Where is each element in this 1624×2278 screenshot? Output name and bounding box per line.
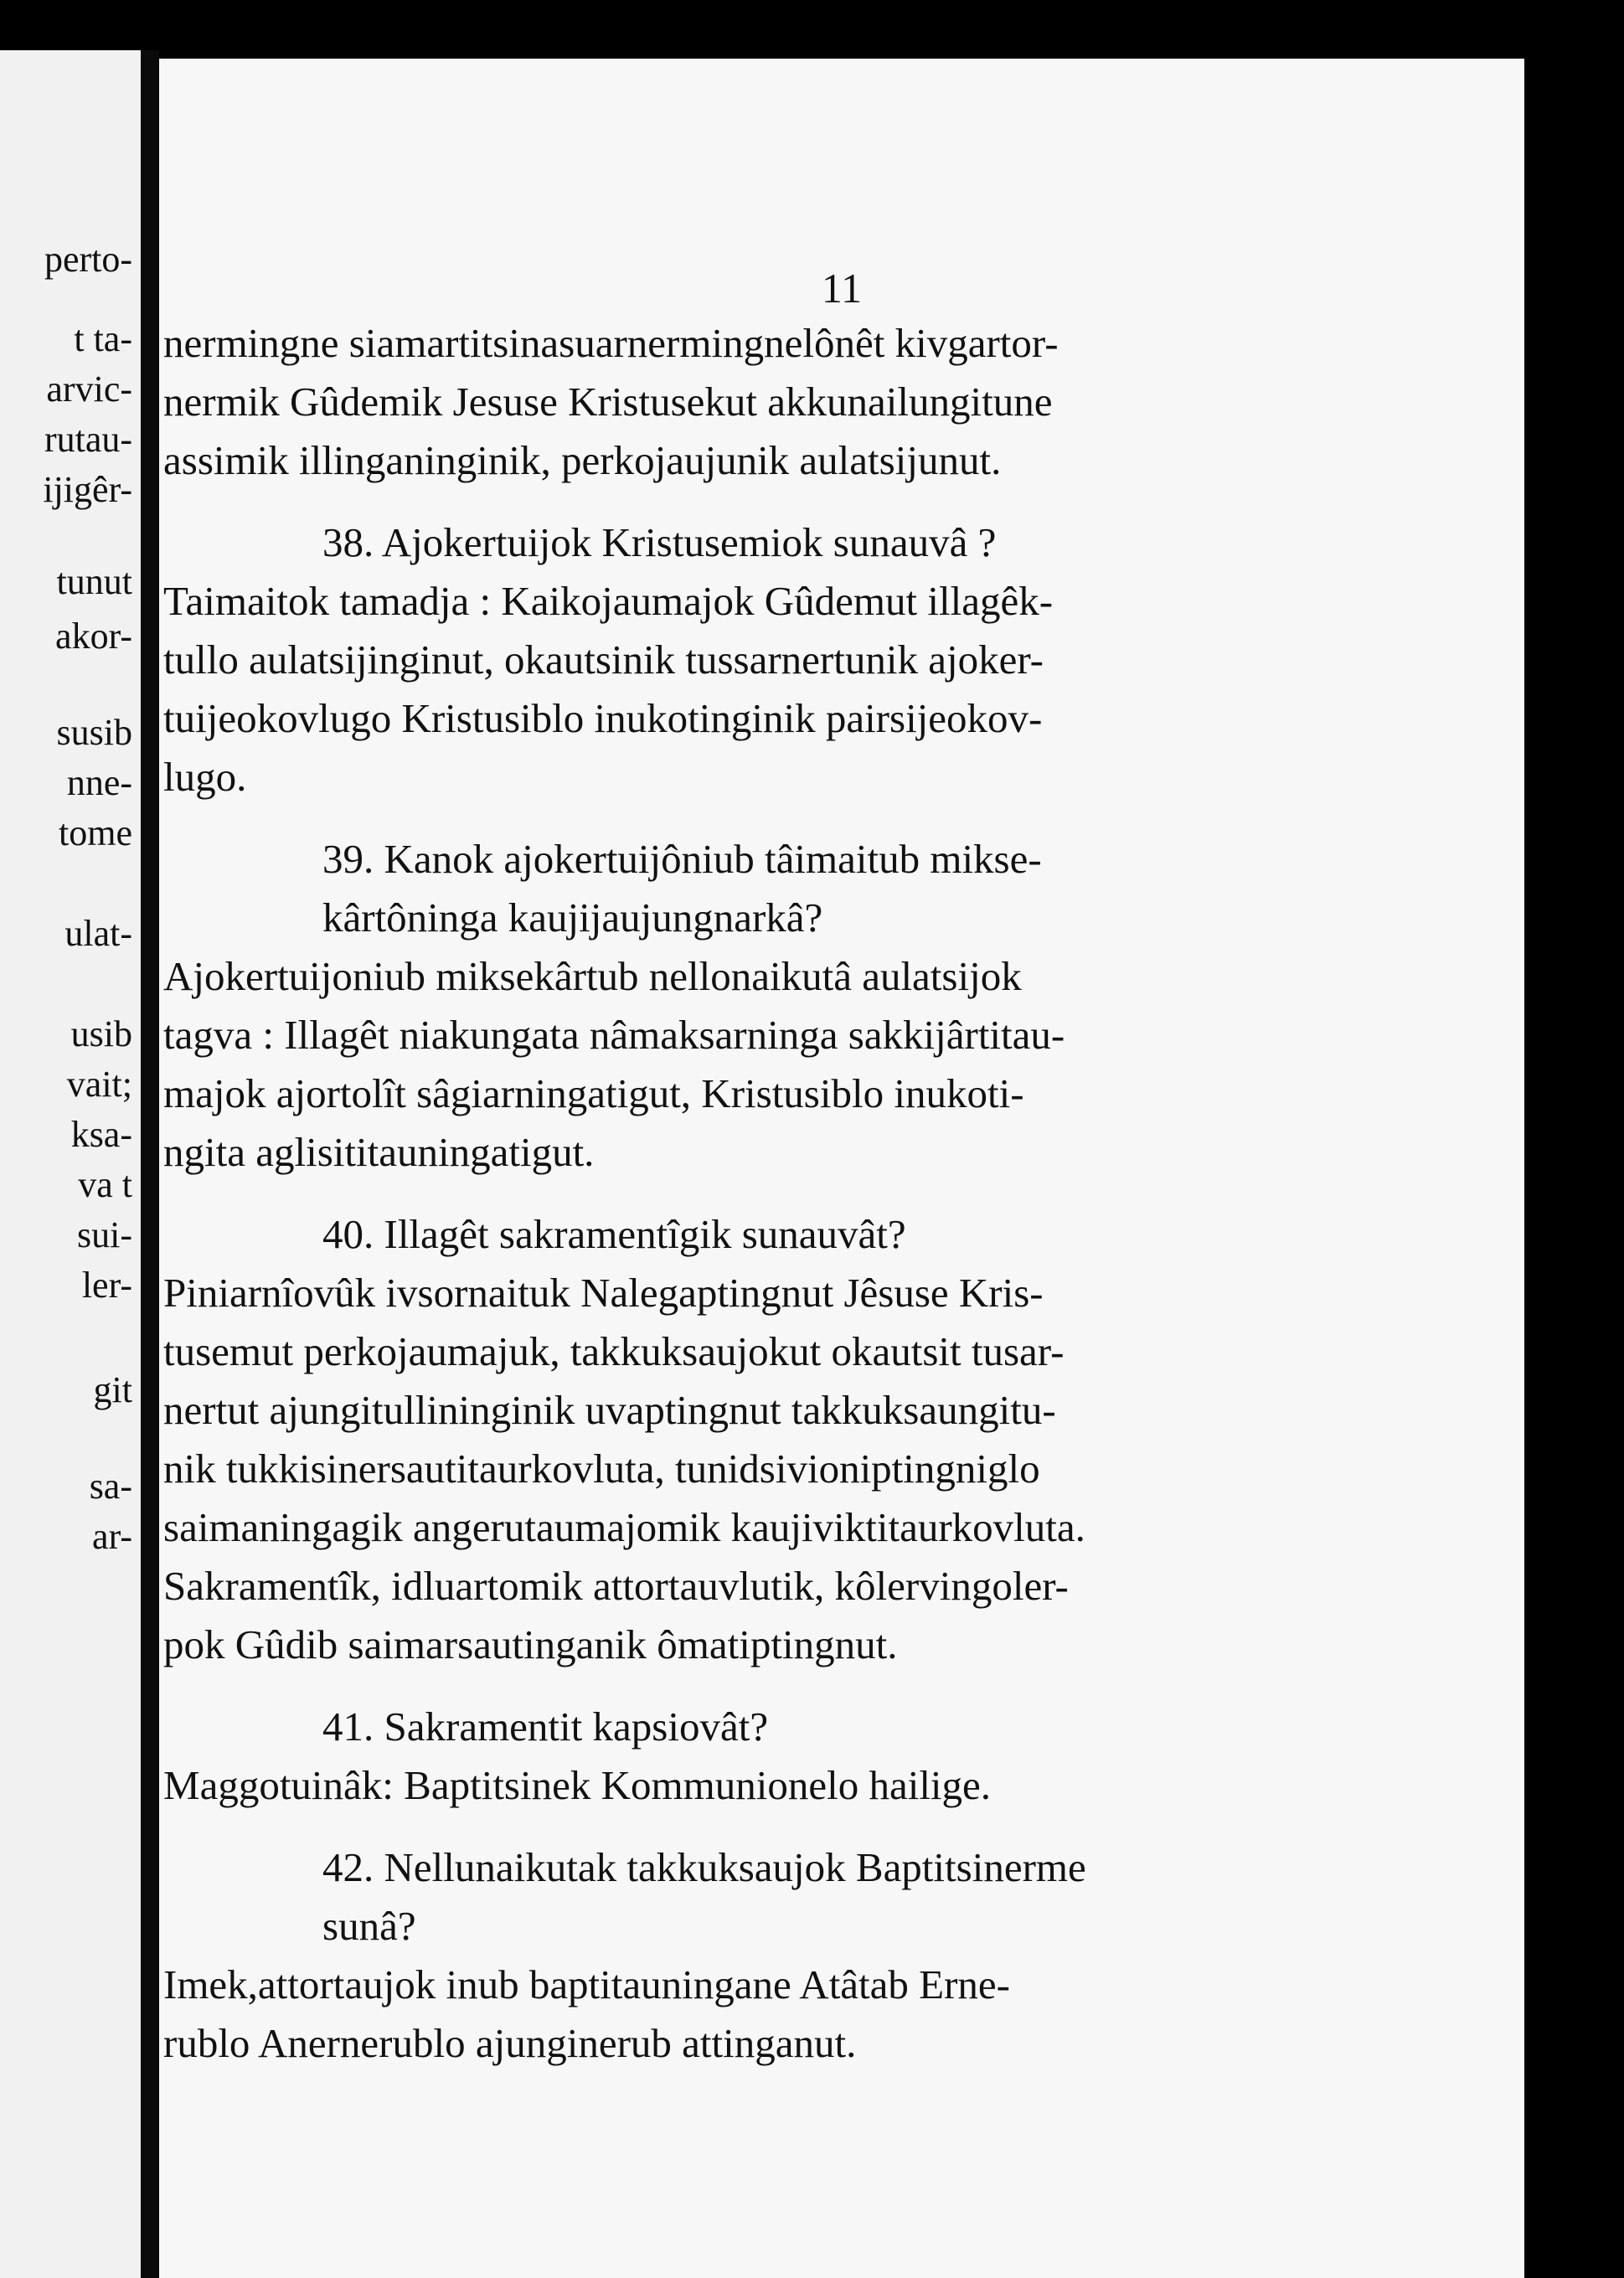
text-block bbox=[163, 314, 1395, 2096]
answer bbox=[163, 572, 1395, 807]
left-page-fragment: git bbox=[93, 1369, 132, 1410]
question bbox=[163, 830, 1395, 947]
answer-line: tullo aulatsijinginut, okautsinik tussarnertunik ajoker- bbox=[163, 636, 1044, 683]
answer-line: rublo Anernerublo ajunginerub attinganut. bbox=[163, 2020, 857, 2066]
left-page-fragment: ksa- bbox=[70, 1114, 132, 1155]
answer-line: tuijeokovlugo Kristusiblo inukotinginik pairsijeokov- bbox=[163, 695, 1043, 741]
left-page-fragment: vait; bbox=[66, 1064, 132, 1105]
answer bbox=[163, 947, 1395, 1182]
answer-line: pok Gûdib saimarsautinganik ômatiptingnut. bbox=[163, 1621, 898, 1667]
question bbox=[163, 1205, 1395, 1264]
question bbox=[163, 513, 1395, 572]
intro-paragraph bbox=[163, 314, 1395, 490]
left-page-fragment: sa- bbox=[89, 1466, 132, 1507]
left-page-fragment: tunut bbox=[56, 561, 132, 602]
answer-line: saimaningagik angerutaumajomik kaujiviktitaurkovluta. bbox=[163, 1504, 1085, 1550]
intro-line: nermingne siamartitsinasuarnermingnelônêt kivgartor- bbox=[163, 320, 1059, 366]
answer bbox=[163, 1756, 1395, 1815]
left-page-fragment: sui- bbox=[77, 1214, 132, 1255]
question-line: 38. Ajokertuijok Kristusemiok sunauvâ ? bbox=[322, 519, 997, 565]
left-page-fragment: rutau- bbox=[44, 419, 132, 460]
left-page-fragment: tome bbox=[59, 812, 132, 853]
answer-line: Piniarnîovûk ivsornaituk Nalegaptingnut Jêsuse Kris- bbox=[163, 1270, 1044, 1316]
answer-line: lugo. bbox=[163, 754, 247, 800]
answer-line: Maggotuinâk: Baptitsinek Kommunionelo hailige. bbox=[163, 1762, 992, 1808]
answer-line: Ajokertuijoniub miksekârtub nellonaikutâ aulatsijok bbox=[163, 953, 1022, 999]
answer-line: Taimaitok tamadja : Kaikojaumajok Gûdemut illagêk- bbox=[163, 578, 1054, 624]
question-line: kârtôninga kaujijaujungnarkâ? bbox=[322, 894, 823, 941]
left-page-fragment: susib bbox=[56, 712, 132, 753]
left-page-fragment: akor- bbox=[55, 616, 132, 657]
left-page-fragment: ar- bbox=[92, 1516, 132, 1557]
main-page bbox=[159, 59, 1524, 2278]
answer bbox=[163, 1956, 1395, 2073]
intro-line: assimik illinganinginik, perkojaujunik aulatsijunut. bbox=[163, 437, 1002, 483]
question-line: 40. Illagêt sakramentîgik sunauvât? bbox=[322, 1211, 906, 1257]
left-page-fragment: nne- bbox=[66, 762, 132, 803]
catechism-sections bbox=[163, 513, 1395, 2073]
left-page-fragment: arvic- bbox=[46, 368, 132, 410]
answer-line: tagva : Illagêt niakungata nâmaksarninga sakkijârtitau- bbox=[163, 1012, 1065, 1058]
left-page-fragment: usib bbox=[70, 1013, 132, 1054]
left-page-strip bbox=[0, 50, 141, 2278]
question-line: 41. Sakramentit kapsiovât? bbox=[322, 1703, 769, 1750]
answer-line: majok ajortolît sâgiarningatigut, Kristusiblo inukoti- bbox=[163, 1070, 1024, 1116]
answer-line: nik tukkisinersautitaurkovluta, tunidsivioniptingniglo bbox=[163, 1446, 1040, 1492]
left-page-fragment: ulat- bbox=[64, 913, 132, 954]
question-line: sunâ? bbox=[322, 1903, 416, 1949]
left-page-fragment: t ta- bbox=[74, 318, 132, 359]
answer-line: nertut ajungitullininginik uvaptingnut takkuksaungitu- bbox=[163, 1387, 1056, 1433]
answer-line: Sakramentîk, idluartomik attortauvlutik, kôlervingoler- bbox=[163, 1563, 1069, 1609]
answer-line: ngita aglisititauningatigut. bbox=[163, 1129, 595, 1175]
answer-line: Imek,attortaujok inub baptitauningane Atâtab Erne- bbox=[163, 1961, 1010, 2007]
question bbox=[163, 1698, 1395, 1756]
question-line: 39. Kanok ajokertuijôniub tâimaitub mikse- bbox=[322, 836, 1042, 882]
binding-gutter-line bbox=[141, 50, 159, 2278]
intro-line: nermik Gûdemik Jesuse Kristusekut akkunailungitune bbox=[163, 379, 1053, 425]
question bbox=[163, 1838, 1395, 1956]
left-page-fragment: ijigêr- bbox=[43, 469, 132, 510]
answer bbox=[163, 1264, 1395, 1674]
left-page-fragment: ler- bbox=[81, 1265, 132, 1306]
answer-line: tusemut perkojaumajuk, takkuksaujokut okautsit tusar- bbox=[163, 1328, 1065, 1374]
left-page-fragment: perto- bbox=[44, 239, 132, 280]
left-page-fragment: va t bbox=[78, 1164, 132, 1205]
question-line: 42. Nellunaikutak takkuksaujok Baptitsinerme bbox=[322, 1844, 1086, 1890]
page-number: 11 bbox=[821, 265, 863, 312]
